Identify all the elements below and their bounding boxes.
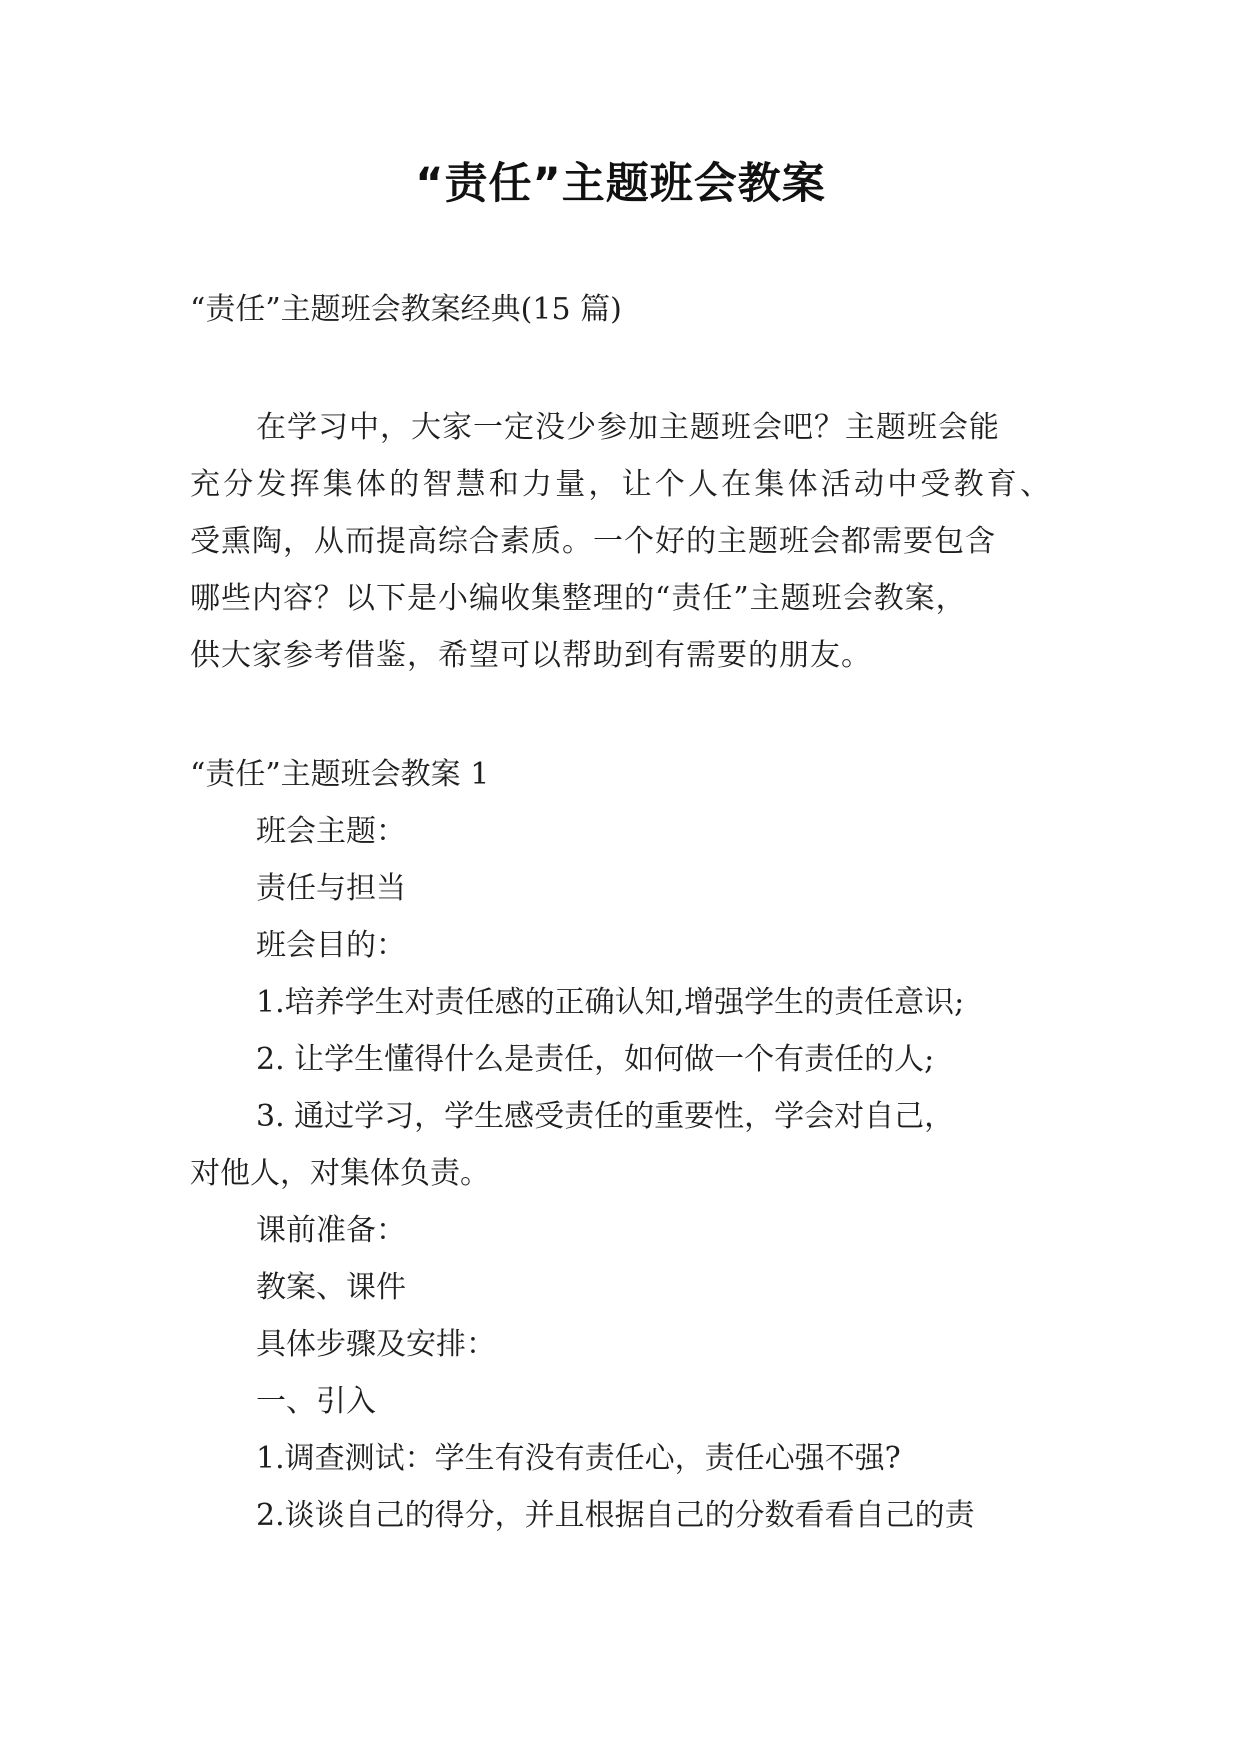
body-line: 3. 通过学习，学生感受责任的重要性，学会对自己， — [256, 1099, 955, 1134]
body-line: 一、引入 — [256, 1384, 376, 1419]
body-line: 班会目的： — [256, 928, 406, 963]
intro-line: 受熏陶，从而提高综合素质。一个好的主题班会都需要包含 — [190, 524, 996, 559]
intro-line: 供大家参考借鉴，希望可以帮助到有需要的朋友。 — [190, 638, 872, 673]
body-line: 2.谈谈自己的得分，并且根据自己的分数看看自己的责 — [256, 1498, 975, 1533]
body-line: 2. 让学生懂得什么是责任，如何做一个有责任的人; — [256, 1042, 935, 1077]
intro-line: 在学习中，大家一定没少参加主题班会吧？主题班会能 — [256, 410, 1000, 445]
body-line: 1.培养学生对责任感的正确认知,增强学生的责任意识; — [256, 985, 965, 1020]
body-line: 课前准备： — [256, 1213, 406, 1248]
intro-line: 哪些内容？以下是小编收集整理的“责任”主题班会教案， — [190, 581, 967, 616]
body-line: 对他人，对集体负责。 — [190, 1156, 490, 1191]
document-subtitle: “责任”主题班会教案经典(15 篇) — [190, 292, 622, 327]
intro-line: 充分发挥集体的智慧和力量，让个人在集体活动中受教育、 — [190, 467, 1050, 502]
section-title: “责任”主题班会教案 1 — [190, 757, 490, 792]
body-line: 1.调查测试：学生有没有责任心，责任心强不强? — [256, 1441, 901, 1476]
body-line: 具体步骤及安排： — [256, 1327, 496, 1362]
document-title: “责任”主题班会教案 — [415, 159, 826, 209]
body-line: 班会主题： — [256, 814, 406, 849]
body-line: 教案、课件 — [256, 1270, 406, 1305]
body-line: 责任与担当 — [256, 871, 406, 906]
